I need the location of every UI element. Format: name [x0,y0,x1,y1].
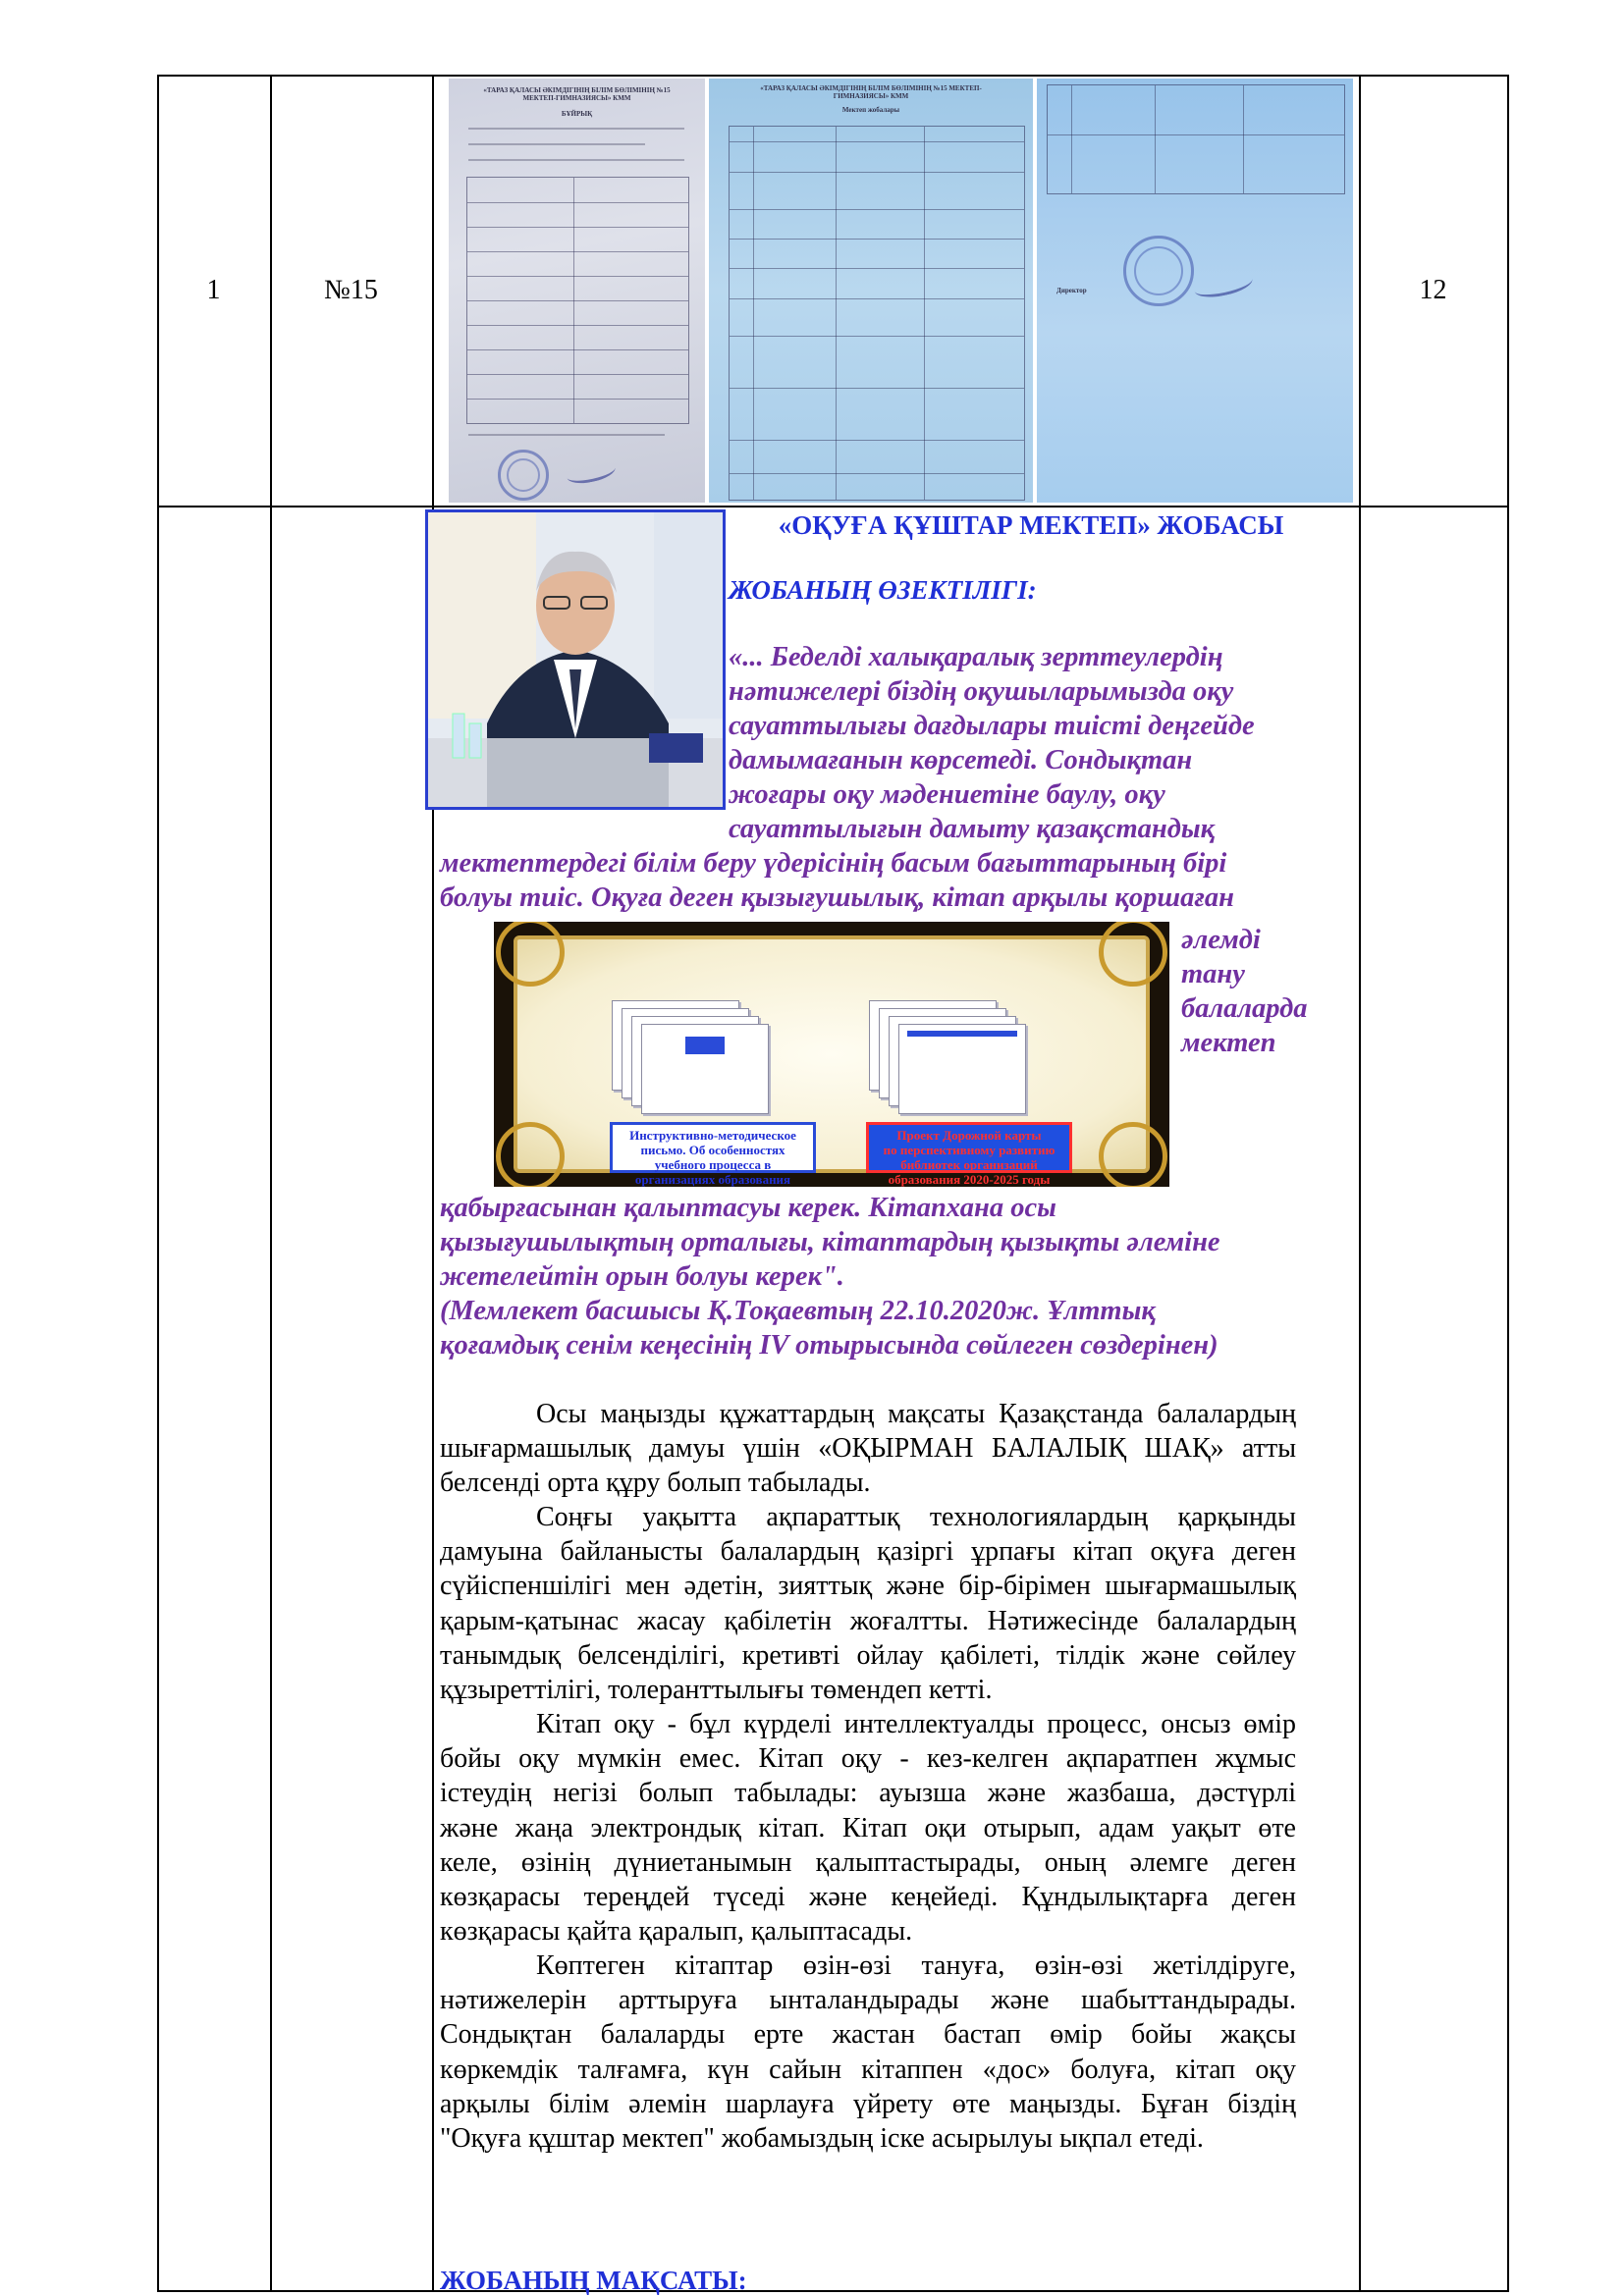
body-paragraph-4 [440,1949,1296,2156]
paragraph-line: Соңғы уақытта ақпараттық технологиялардың қарқынды [536,1502,1296,1532]
quote-side-word: әлемді [1181,925,1261,955]
body-paragraph-1 [440,1397,1296,1501]
paragraph-line: шығармашылық дамуы үшін «ОҚЫРМАН БАЛАЛЫҚ ШАҚ» атты [440,1433,1296,1465]
table-bottom-border [157,2290,1509,2292]
scanned-projects-photo [709,79,1033,503]
paragraph-line: дамуына байланысты балалардың қазіргі ұрпағы кітап оқуға деген [440,1536,1296,1568]
ornament-icon [1099,922,1167,987]
paragraph-line: Осы маңызды құжаттардың мақсаты Қазақстанда балалардың [536,1399,1296,1429]
table-right-border [1507,75,1509,2292]
scan-table [729,126,1025,501]
document-stack-icon [641,1024,769,1114]
table-col-divider-1 [270,75,272,2292]
school-number: №15 [324,275,378,305]
quote-line: нәтижелері біздің оқушыларымызда оқу [729,676,1234,707]
paragraph-line: Сондықтан балаларды ерте жастан бастап өмір бойы жақсы [440,2019,1296,2051]
paragraph-line: белсенді орта құру болып табылады. [440,1468,871,1499]
project-title: «ОҚУҒА ҚҰШТАР МЕКТЕП» ЖОБАСЫ [778,510,1284,540]
paragraph-line: істеудің негізі болып табылады: ауызша және жазбаша, дәстүрлі [440,1778,1296,1809]
paragraph-line: көзқарасы қайта қаралып, қалыптасады. [440,1916,913,1948]
scan-header-text: «ТАРАЗ ҚАЛАСЫ ӘКІМДІГІНІҢ БІЛІМ БӨЛІМІНІҢ №15 МЕКТЕП-ГИМНАЗИЯСЫ» КММ [760,84,982,100]
paragraph-line: танымдық белсенділігі, кретивті ойлау қабілеті, тілдік және сөйлеу [440,1639,1296,1671]
ornament-icon [496,1122,565,1187]
quote-side-word: тану [1181,959,1245,989]
count-value: 12 [1419,275,1447,305]
paragraph-line: қарым-қатынас жасау қабілетін жоғалтты. Нәтижесінде балалардың [440,1605,1296,1636]
paragraph-line: Көптеген кітаптар өзін-өзі тануға, өзін-өзі жетілдіруге, [536,1950,1296,1981]
paragraph-line: және жаңа электрондық кітап. Кітап оқи отырып, адам уақыт өте [440,1812,1296,1843]
quote-side-word: мектеп [1181,1028,1276,1058]
banner-right-label: Проект Дорожной карты по перспективному развитию библиотек организаций образования 2020-2025 годы [866,1122,1072,1173]
paragraph-line: сүйіспеншілігі мен әдетін, зияттық және бір-бірімен шығармашылық [440,1571,1296,1602]
quote-side-word: балаларда [1181,993,1308,1024]
scan-text-line [468,128,684,130]
quote-line: сауаттылығы дағдылары тиісті деңгейде [729,711,1255,741]
official-stamp-icon [1123,236,1194,306]
quote-line: мектептердегі білім беру үдерісінің басым бағыттарының бірі [440,848,1227,879]
scan-table [1047,84,1345,194]
paragraph-line: арқылы білім әлемін шарлауға үйрету өте маңызды. Бұған біздің [440,2088,1296,2119]
paragraph-line: келе, өзінің дүниетанымын қалыптастырады, оның әлемге деген [440,1846,1296,1878]
quote-source-line: қоғамдық сенім кеңесінің IV отырысында сөйлеген сөздерінен) [440,1330,1218,1361]
ornament-icon [1099,1122,1167,1187]
banner-frame [514,935,1150,1187]
paragraph-line: нәтижелерін арттыруға ынталандырады және шабыттандырады. [440,1985,1296,2016]
body-paragraph-2 [440,1500,1296,1707]
paragraph-line: "Оқуға құштар мектеп" жобамыздың іске асырылуы ықпал етеді. [440,2122,1204,2154]
quote-line: болуы тиіс. Оқуға деген қызығушылық, кітап арқылы қоршаған [440,882,1234,913]
documents-banner-image [494,922,1169,1187]
signature-icon [1192,269,1254,301]
scan-text-line [468,434,665,436]
table-col-divider-3 [1359,75,1361,2292]
goal-heading: ЖОБАНЫҢ МАҚСАТЫ: [440,2266,747,2295]
paragraph-line: бойы оқу мүмкін емес. Кітап оқу - кез-келген ақпаратпен жұмыс [440,1743,1296,1775]
quote-line: «... Беделді халықаралық зерттеулердің [729,642,1223,672]
quote-line: қызығушылықтың орталығы, кітаптардың қызықты әлеміне [440,1227,1220,1257]
scanned-order-photo [449,79,705,503]
scan-table [466,177,689,424]
scan-header-text: «ТАРАЗ ҚАЛАСЫ ӘКІМДІГІНІҢ БІЛІМ БӨЛІМІНІҢ №15 МЕКТЕП-ГИМНАЗИЯСЫ» КММ [483,86,671,102]
document-stack-icon [898,1024,1026,1114]
scan-title-text: БҰЙРЫҚ [561,110,593,118]
body-paragraph-3 [440,1707,1296,1949]
quote-source-line: (Мемлекет басшысы Қ.Тоқаевтың 22.10.2020ж. Ұлттық [440,1296,1156,1326]
table-col-divider-2 [432,75,434,2292]
paragraph-line: көркемдік талғамға, күн сайын кітаппен «дос» болуға, кітап оқу [440,2054,1296,2085]
paragraph-line: көзқарасы тереңдей түседі және кеңейеді. Құндылықтарға деген [440,1881,1296,1912]
quote-line: жетелейтін орын болуы керек". [440,1261,844,1292]
table-left-border [157,75,159,2292]
president-portrait-photo [425,509,726,810]
quote-line: дамымағанын көрсетеді. Сондықтан [729,745,1193,775]
row-number: 1 [206,275,221,305]
paragraph-line: Кітап оқу - бұл күрделі интеллектуалды процесс, онсыз өмір [536,1709,1296,1739]
portrait-illustration [428,512,723,807]
signature-icon [566,458,618,487]
quote-line: сауаттылығын дамыту қазақстандық [729,814,1216,844]
relevance-heading: ЖОБАНЫҢ ӨЗЕКТІЛІГІ: [729,575,1037,605]
ornament-icon [496,922,565,987]
scan-title-text: Мектеп жобалары [841,106,900,114]
banner-left-label: Инструктивно-методическое письмо. Об особенностях учебного процесса в организациях образования [610,1122,816,1173]
table-row-divider [157,506,1509,507]
scan-footer-text: Директор [1056,287,1087,294]
scan-text-line [468,143,645,145]
scan-text-line [468,159,684,161]
logo-icon [685,1037,725,1054]
quote-line: қабырғасынан қалыптасуы керек. Кітапхана осы [440,1193,1056,1223]
doc-header-bar [907,1031,1017,1037]
table-top-border [157,75,1509,77]
quote-line: жоғары оқу мәдениетіне баулу, оқу [729,779,1165,810]
paragraph-line: құзыреттілігі, толеранттылығы төмендеп кетті. [440,1674,993,1705]
official-stamp-icon [498,450,549,501]
scanned-signature-photo [1037,79,1353,503]
